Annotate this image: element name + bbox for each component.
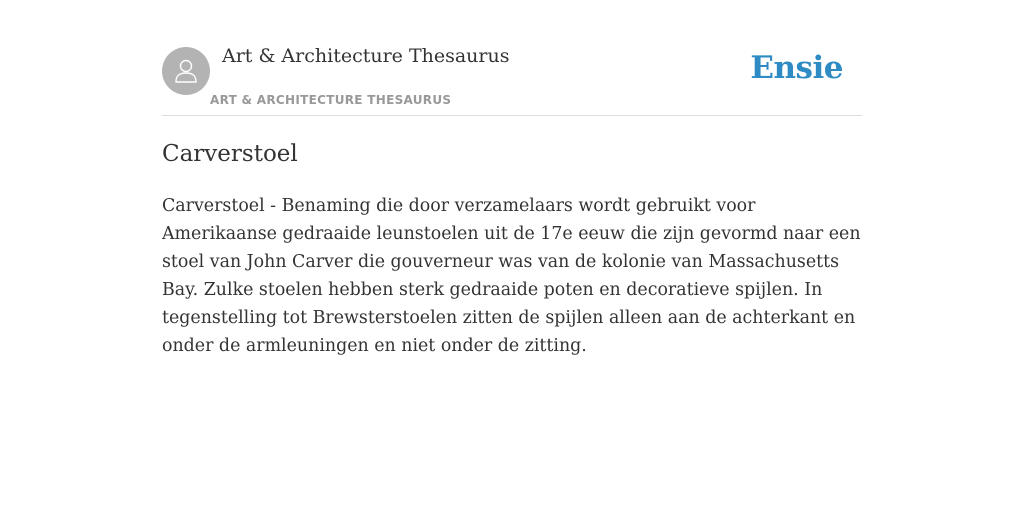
site-title[interactable]: Art & Architecture Thesaurus [222, 45, 510, 67]
page-header [162, 0, 862, 116]
ensie-logo[interactable]: Ensie [750, 50, 843, 86]
user-icon [171, 56, 201, 86]
site-subtitle[interactable]: ART & ARCHITECTURE THESAURUS [210, 93, 452, 107]
avatar[interactable] [162, 47, 210, 95]
entry-title: Carverstoel [162, 141, 298, 167]
entry-body: Carverstoel - Benaming die door verzamelaars wordt gebruikt voor Amerikaanse gedraaide leunstoelen uit de 17e eeuw die zijn gevormd naar een stoel van John Carver die gouverneur was van de kolonie van Massachusetts Bay. Zulke stoelen hebben sterk gedraaide poten en decoratieve spijlen. In tegenstelling tot Brewsterstoelen zitten de spijlen alleen aan de achterkant en onder de armleuningen en niet onder de zitting. [162, 196, 861, 356]
page-container [162, 0, 862, 356]
